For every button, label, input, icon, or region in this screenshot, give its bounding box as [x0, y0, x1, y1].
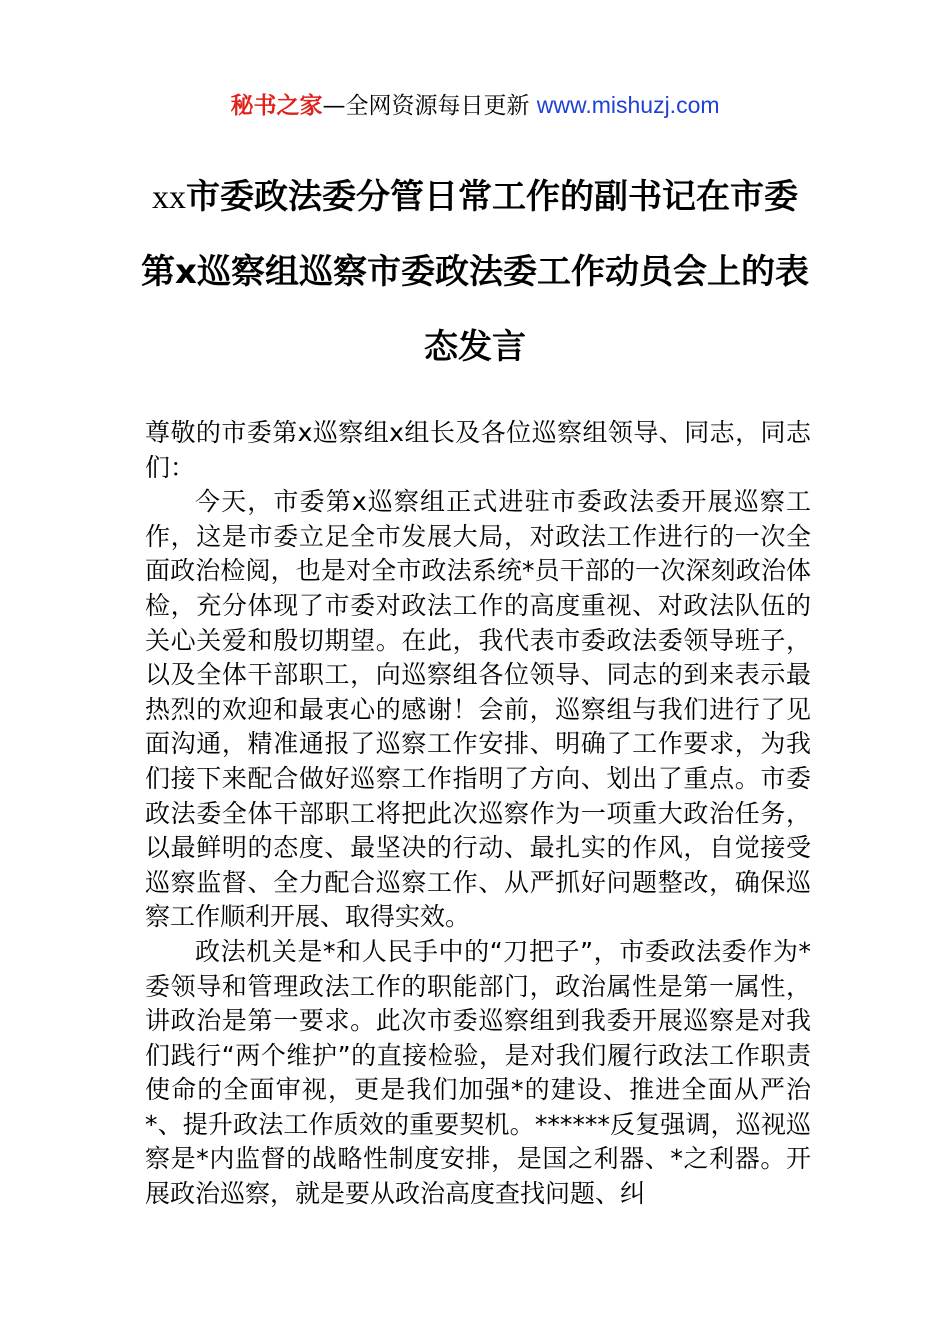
paragraph: 今天，市委第x巡察组正式进驻市委政法委开展巡察工作，这是市委立足全市发展大局，对政法工作进行的一次全面政治检阅，也是对全市政法系统*员干部的一次深刻政治体检，充分体现了市委对政法工作的高度重视、对政法队伍的关心关爱和殷切期望。在此，我代表市委政法委领导班子，以及全体干部职工，向巡察组各位领导、同志的到来表示最热烈的欢迎和最衷心的感谢！会前，巡察组与我们进行了见面沟通，精准通报了巡察工作安排、明确了工作要求，为我们接下来配合做好巡察工作指明了方向、划出了重点。市委政法委全体干部职工将把此次巡察作为一项重大政治任务，以最鲜明的态度、最坚决的行动、最扎实的作风，自觉接受巡察监督、全力配合巡察工作、从严抓好问题整改，确保巡察工作顺利开展、取得实效。 — [145, 487, 811, 932]
document-body — [145, 416, 811, 1212]
document-title — [140, 160, 810, 385]
site-tagline: —全网资源每日更新 — [322, 93, 537, 119]
site-brand: 秘书之家 — [230, 93, 323, 119]
title-text: 市委政法委分管日常工作的副书记在市委第x巡察组巡察市委政法委工作动员会上的表态发言 — [141, 177, 809, 367]
title-prefix: xx — [152, 179, 186, 216]
site-header — [0, 88, 950, 123]
paragraph: 政法机关是*和人民手中的“刀把子”，市委政法委作为*委领导和管理政法工作的职能部门，政治属性是第一属性，讲政治是第一要求。此次市委巡察组到我委开展巡察是对我们践行“两个维护”的直接检验，是对我们履行政法工作职责使命的全面审视，更是我们加强*的建设、推进全面从严治*、提升政法工作质效的重要契机。******反复强调，巡视巡察是*内监督的战略性制度安排，是国之利器、*之利器。开展政治巡察，就是要从政治高度查找问题、纠 — [145, 936, 811, 1209]
salutation: 尊敬的市委第x巡察组x组长及各位巡察组领导、同志，同志们： — [145, 418, 811, 482]
site-url-link[interactable]: www.mishuzj.com — [536, 92, 720, 118]
